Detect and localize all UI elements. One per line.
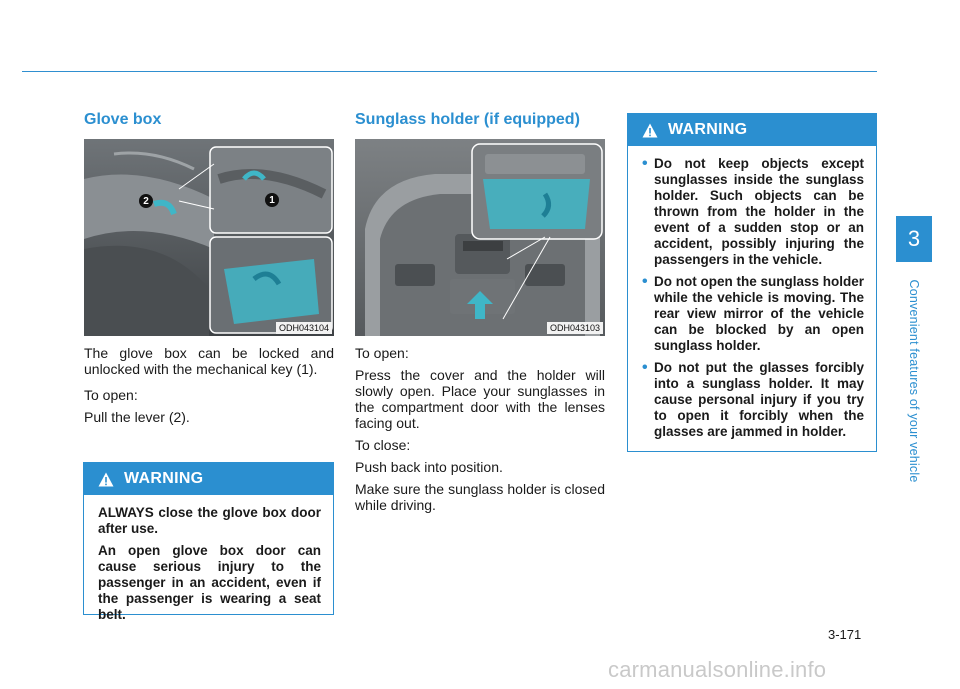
chapter-tab: 3 [896, 216, 932, 262]
glove-box-para-1: The glove box can be locked and unlocked with the mechanical key (1). [84, 345, 334, 377]
glove-box-para-2: To open: [84, 387, 138, 403]
glove-box-text [84, 345, 334, 431]
glove-box-title: Glove box [84, 111, 162, 128]
glove-box-warning-para-2: An open glove box door can cause serious injury to the passenger in an accident, even if the passenger is wearing a seat belt. [98, 543, 321, 622]
sunglass-warning-bullet-3: • Do not put the glasses forcibly into a sunglass holder. It may cause personal injury if you try to open it forcibly when the glasses are jammed in holder. [642, 360, 864, 440]
glove-box-photo [84, 139, 334, 336]
glove-box-warning-para-1: ALWAYS close the glove box door after use. [98, 505, 321, 536]
sunglass-warning [627, 113, 877, 452]
glove-box-warning [83, 462, 334, 622]
watermark: carmanualsonline.info [608, 657, 827, 682]
sunglass-para-1: To open: [355, 345, 409, 361]
glove-box-para-3: Pull the lever (2). [84, 409, 190, 425]
warning-triangle-icon [642, 123, 658, 138]
page-number: 3-171 [828, 627, 862, 642]
glove-box-warning-body [84, 495, 333, 637]
glove-box-warning-heading: WARNING [124, 470, 204, 487]
chapter-label-text: Convenient features of your vehicle [907, 279, 921, 483]
sunglass-holder-photo [355, 139, 605, 336]
chapter-label [899, 270, 929, 492]
top-rule [22, 71, 877, 72]
sunglass-para-5: Make sure the sunglass holder is closed while driving. [355, 481, 605, 513]
sunglass-para-2: Press the cover and the holder will slowly open. Place your sunglasses in the compartment door with the lenses facing out. [355, 367, 605, 431]
sunglass-para-4: Push back into position. [355, 459, 503, 475]
sunglass-holder-title: Sunglass holder (if equipped) [355, 111, 580, 128]
sunglass-para-3: To close: [355, 437, 411, 453]
callout-1: 1 [265, 193, 279, 207]
sunglass-holder-text [355, 345, 605, 519]
sunglass-warning-bullet-2: • Do not open the sunglass holder while the vehicle is moving. The rear view mirror of the vehicle can be blocked by an open sunglass holder. [642, 274, 864, 354]
warning-triangle-icon [98, 472, 114, 487]
sunglass-warning-header [628, 114, 876, 146]
sunglass-warning-heading: WARNING [668, 121, 748, 138]
glove-box-image-code: ODH043104 [276, 322, 332, 334]
sunglass-warning-body [628, 146, 876, 454]
sunglass-holder-image-code: ODH043103 [547, 322, 603, 334]
sunglass-warning-bullet-1: • Do not keep objects except sunglasses inside the sunglass holder. Such objects can be thrown from the holder in the event of a sudden stop or an accident, possibly injuring the passengers in the vehicle. [642, 156, 864, 268]
callout-2: 2 [139, 194, 153, 208]
glove-box-warning-header [84, 463, 333, 495]
